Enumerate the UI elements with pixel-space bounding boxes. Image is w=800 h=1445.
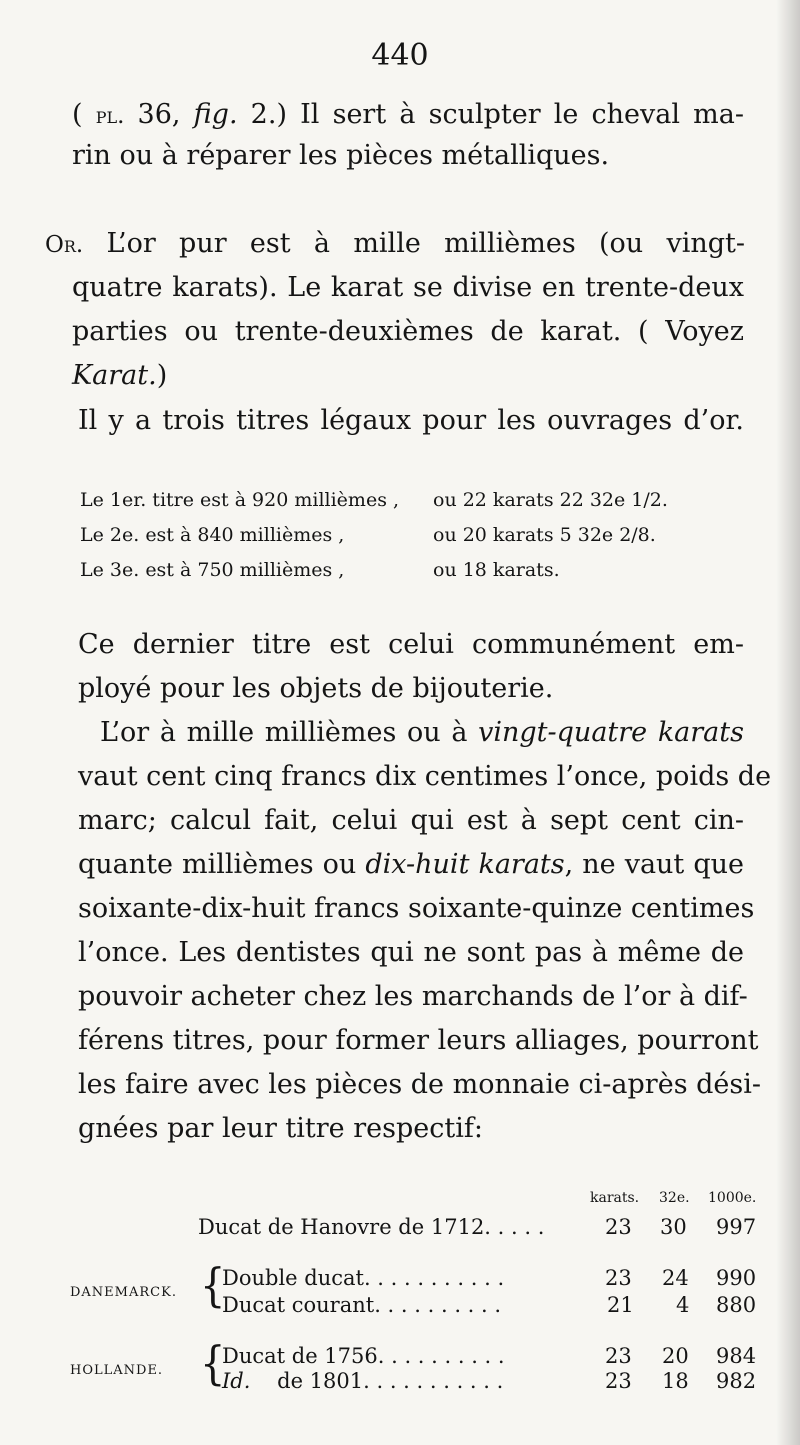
para2-line6: quante millièmes ou dix-huit karats, ne vaut que [78,849,744,880]
coin-row-3-1000e: 880 [716,1293,757,1317]
coin-row-1-name: Ducat de Hanovre de 1712. . . . . [198,1215,545,1239]
coin-row-1-1000e: 997 [716,1215,757,1239]
para2-line11: les faire avec les pièces de monnaie ci-après dési- [78,1069,762,1100]
titre-row-3-right: ou 18 karats. [433,559,560,581]
coin-row-1-32e: 30 [660,1215,687,1239]
group-label-hollande: HOLLANDE. [70,1363,164,1378]
or-line1: Or. L’or pur est à mille millièmes (ou vingt- [45,228,745,259]
coin-row-5-1000e: 982 [716,1369,757,1393]
para2-line5: marc; calcul fait, celui qui est à sept cent cin- [78,805,744,836]
coin-row-5-name: Id. de 1801. . . . . . . . . . . [222,1369,504,1393]
coin-row-3-name: Ducat courant. . . . . . . . . . [222,1293,502,1317]
coin-row-5-karats: 23 [605,1369,632,1393]
para2-line9: pouvoir acheter chez les marchands de l’or à dif- [78,981,748,1012]
brace-hollande: { [200,1337,226,1391]
titre-row-2-right: ou 20 karats 5 32e 2/8. [433,524,656,546]
coin-row-3-karats: 21 [607,1293,634,1317]
coin-header-1000e: 1000e. [708,1190,757,1206]
coin-row-1-karats: 23 [605,1215,632,1239]
para1-line1: ( pl. 36, fig. 2.) Il sert à sculpter le cheval ma- [72,99,744,130]
coin-header-karats: karats. [590,1190,640,1206]
coin-row-2-name: Double ducat. . . . . . . . . . . [222,1266,505,1290]
coin-row-4-name: Ducat de 1756. . . . . . . . . . [222,1344,505,1368]
para2-line7: soixante-dix-huit francs soixante-quinze centimes [78,893,755,924]
para2-line10: férens titres, pour former leurs alliages, pourront [78,1025,759,1056]
or-line4: Karat.) [72,360,168,391]
para2-line12: gnées par leur titre respectif: [78,1113,483,1144]
para2-line1: Ce dernier titre est celui communément em- [78,629,744,660]
or-line5: Il y a trois titres légaux pour les ouvrages d’or. [78,405,744,436]
coin-row-2-32e: 24 [662,1266,689,1290]
group-label-danemarck: DANEMARCK. [70,1285,177,1300]
titre-row-1-left: Le 1er. titre est à 920 millièmes , [80,489,400,511]
titre-row-2-left: Le 2e. est à 840 millièmes , [80,524,345,546]
coin-row-4-karats: 23 [605,1344,632,1368]
page-number: 440 [371,38,429,73]
coin-row-4-32e: 20 [662,1344,689,1368]
coin-row-2-1000e: 990 [716,1266,757,1290]
coin-header-32e: 32e. [659,1190,690,1206]
coin-row-4-1000e: 984 [716,1344,757,1368]
or-line2: quatre karats). Le karat se divise en trente-deux [72,272,744,303]
coin-row-2-karats: 23 [605,1266,632,1290]
para2-line3: L’or à mille millièmes ou à vingt-quatre karats [100,717,744,748]
coin-row-5-32e: 18 [662,1369,689,1393]
titre-row-1-right: ou 22 karats 22 32e 1/2. [433,489,668,511]
or-line3: parties ou trente-deuxièmes de karat. ( Voyez [72,316,744,347]
coin-row-3-32e: 4 [676,1293,690,1317]
page-edge-shadow [776,0,800,1445]
titre-row-3-left: Le 3e. est à 750 millièmes , [80,559,345,581]
para2-line8: l’once. Les dentistes qui ne sont pas à même de [78,937,744,968]
para1-line2: rin ou à réparer les pièces métalliques. [72,140,610,171]
para2-line4: vaut cent cinq francs dix centimes l’once, poids de [78,761,772,792]
para2-line2: ployé pour les objets de bijouterie. [78,673,554,704]
brace-danemarck: { [200,1259,226,1313]
